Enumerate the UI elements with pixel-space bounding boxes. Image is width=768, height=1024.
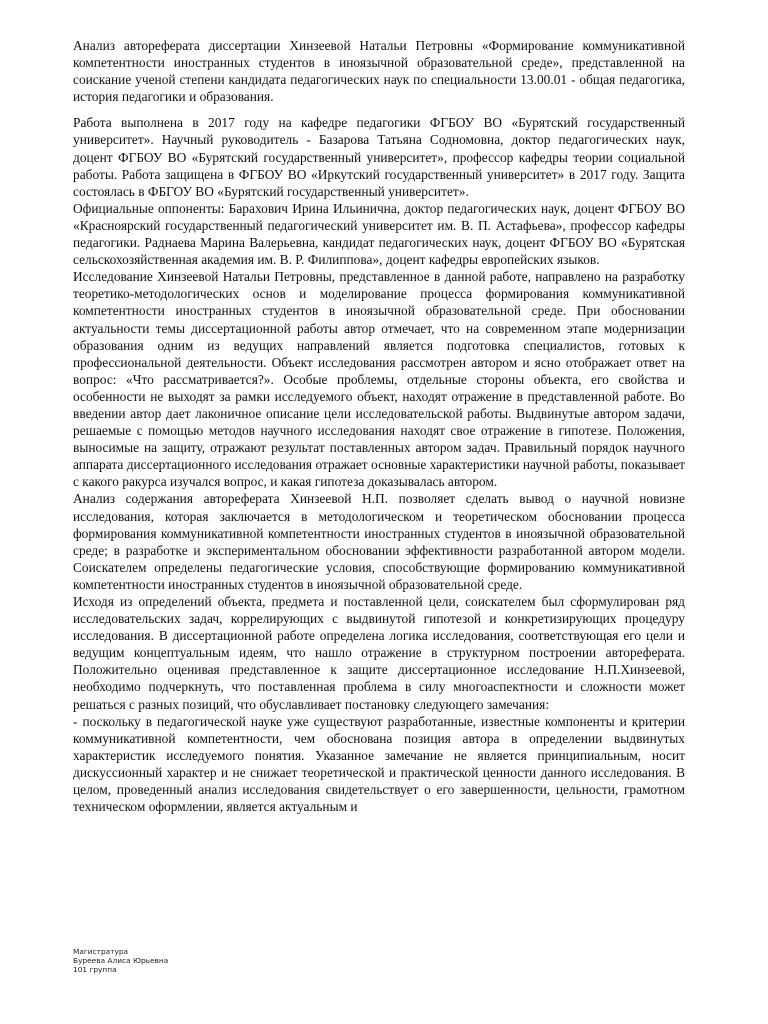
paragraph-novelty: Анализ содержания автореферата Хинзеевой Н.П. позволяет сделать вывод о научной новизне исследования, которая заключается в методологическом и теоретическом обосновании процесса формирования коммуникативной компетентности иностранных студентов в иноязычной образовательной среде; в разработке и экспериментальном обосновании эффективности разработанной автором модели. Соискателем определены педагогические условия, способствующие формированию коммуникативной компетентности иностранных студентов в иноязычной образовательной среде. bbox=[73, 491, 685, 592]
paragraph-research: Исследование Хинзеевой Натальи Петровны, представленное в данной работе, направлено на разработку теоретико-методологических основ и моделирование процесса формирования коммуникативной компетентности иностранных студентов в иноязычной образовательной среде. При обосновании актуальности темы диссертационной работы автор отмечает, что на современном этапе модернизации образования одним из ведущих направлений является подготовка специалистов, готовых к профессиональной деятельности. Объект исследования рассмотрен автором и ясно отображает ответ на вопрос: «Что рассматривается?». Особые проблемы, отдельные стороны объекта, его свойства и особенности не выходят за рамки исследуемого объект, находят отражение в представленной работе. Во введении автор дает лаконичное описание цели исследовательской работы. Выдвинутые автором задачи, решаемые с помощью методов научного исследования находят свое отражение в гипотезе. Положения, выносимые на защиту, отражают результат поставленных автором задач. Правильный порядок научного аппарата диссертационного исследования отражает основные характеристики научной работы, показывает с какого ракурса изучался вопрос, и какая гипотеза доказывалась автором. bbox=[73, 269, 685, 490]
paragraph-title: Анализ автореферата диссертации Хинзеевой Натальи Петровны «Формирование коммуникативной компетентности иностранных студентов в иноязычной образовательной среде», представленной на соискание ученой степени кандидата педагогических наук по специальности 13.00.01 - общая педагогика, история педагогики и образования. bbox=[73, 38, 685, 105]
footer-author: Буреева Алиса Юрьевна bbox=[73, 956, 169, 966]
paragraph-work-info: Работа выполнена в 2017 году на кафедре педагогики ФГБОУ ВО «Бурятский государственный университет». Научный руководитель - Базарова Татьяна Содномовна, доктор педагогических наук, доцент ФГБОУ ВО «Бурятский государственный университет», профессор кафедры теории социальной работы. Работа защищена в ФГБОУ ВО «Иркутский государственный университет» в 2017 году. Защита состоялась в ФБГОУ ВО «Бурятский государственный университет». bbox=[73, 115, 685, 199]
footer-program: Магистратура bbox=[73, 947, 129, 956]
footer-group: 101 группа bbox=[73, 965, 117, 975]
paragraph-remark: - поскольку в педагогической науке уже существуют разработанные, известные компоненты и критерии коммуникативной компетентности, чем обоснована позиция автора в определении выдвинутых характеристик исследуемого понятия. Указанное замечание не является принципиальным, носит дискуссионный характер и не снижает теоретической и практической ценности данного исследования. В целом, проведенный анализ исследования свидетельствует о его завершенности, цельности, грамотном техническом оформлении, является актуальным и bbox=[73, 713, 685, 815]
document-body bbox=[73, 37, 685, 815]
paragraph-opponents: Официальные оппоненты: Барахович Ирина Ильинична, доктор педагогических наук, доцент ФГБОУ ВО «Красноярский государственный педагогический университет им. В. П. Астафьева», профессор кафедры педагогики. Раднаева Марина Валерьевна, кандидат педагогических наук, доцент ФГБОУ ВО «Бурятская сельскохозяйственная академия им. В. Р. Филиппова», доцент кафедры европейских языков. bbox=[73, 200, 685, 268]
paragraph-tasks: Исходя из определений объекта, предмета и поставленной цели, соискателем был сформулирован ряд исследовательских задач, коррелирующих с выдвинутой гипотезой и конкретизирующих процедуру исследования. В диссертационной работе определена логика исследования, соответствующая его цели и ведущим концептуальным идеям, что нашло отражение в структурном построении автореферата. Положительно оценивая представленное к защите диссертационное исследование Н.П.Хинзеевой, необходимо подчеркнуть, что поставленная проблема в силу многоаспектности и сложности может решаться с разных позиций, что обуславливает постановку следующего замечания: bbox=[73, 594, 685, 712]
page-footer bbox=[73, 947, 168, 975]
